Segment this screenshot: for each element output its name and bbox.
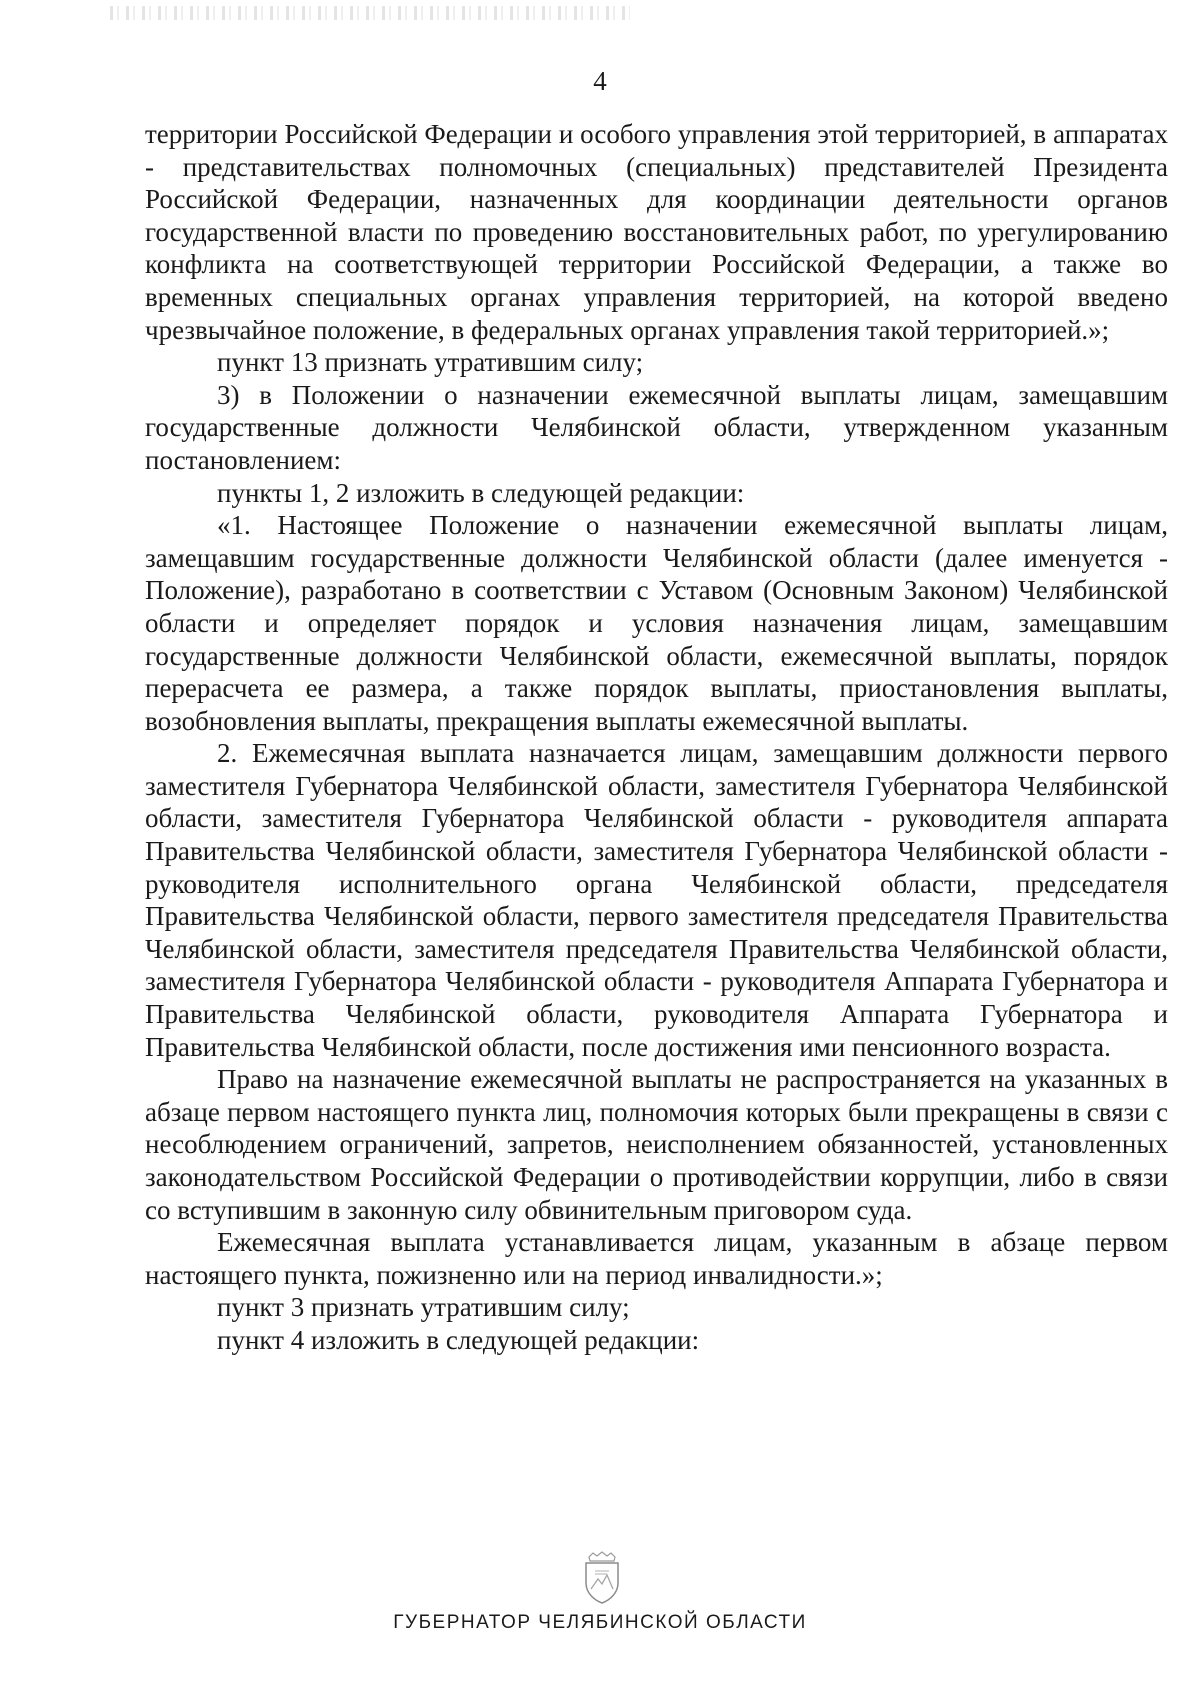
paragraph: «1. Настоящее Положение о назначении ежемесячной выплаты лицам, замещавшим государственные должности Челябинской области (далее именуется - Положение), разработано в соответствии с Уставом (Основным Законом) Челябинской области и определяет порядок и условия назначения лицам, замещавшим государственные должности Челябинской области, ежемесячной выплаты, порядок перерасчета ее размера, а также порядок выплаты, приостановления выплаты, возобновления выплаты, прекращения выплаты ежемесячной выплаты. bbox=[145, 510, 1168, 736]
paragraph: пункт 3 признать утратившим силу; bbox=[217, 1292, 630, 1323]
document-body bbox=[145, 118, 1168, 1357]
page-number: 4 bbox=[593, 66, 607, 96]
paragraph: 2. Ежемесячная выплата назначается лицам, замещавшим должности первого заместителя Губернатора Челябинской области, заместителя Губернатора Челябинской области, заместителя Губернатора Челябинской области - руководителя аппарата Правительства Челябинской области, заместителя Губернатора Челябинской области - руководителя исполнительного органа Челябинской области, председателя Правительства Челябинской области, первого заместителя председателя Правительства Челябинской области, заместителя председателя Правительства Челябинской области, заместителя Губернатора Челябинской области - руководителя Аппарата Губернатора и Правительства Челябинской области, руководителя Аппарата Губернатора и Правительства Челябинской области, после достижения ими пенсионного возраста. bbox=[145, 738, 1168, 1062]
paragraph: пункты 1, 2 изложить в следующей редакции: bbox=[217, 477, 745, 508]
scan-artifact bbox=[110, 6, 630, 20]
paragraph: пункт 13 признать утратившим силу; bbox=[217, 347, 644, 378]
paragraph: Право на назначение ежемесячной выплаты не распространяется на указанных в абзаце первом настоящего пункта лиц, полномочия которых были прекращены в связи с несоблюдением ограничений, запретов, неисполнением обязанностей, установленных законодательством Российской Федерации о противодействии коррупции, либо в связи со вступившим в законную силу обвинительным приговором суда. bbox=[145, 1064, 1168, 1225]
footer-signature-block: ГУБЕРНАТОР ЧЕЛЯБИНСКОЙ ОБЛАСТИ bbox=[393, 1612, 807, 1633]
paragraph: пункт 4 изложить в следующей редакции: bbox=[217, 1324, 700, 1355]
paragraph: 3) в Положении о назначении ежемесячной выплаты лицам, замещавшим государственные должности Челябинской области, утвержденном указанным постановлением: bbox=[145, 379, 1168, 475]
paragraph: территории Российской Федерации и особого управления этой территорией, в аппаратах - представительствах полномочных (специальных) представителей Президента Российской Федерации, назначенных для координации деятельности органов государственной власти по проведению восстановительных работ, по урегулированию конфликта на соответствующей территории Российской Федерации, а также во временных специальных органах управления территорией, на которой введено чрезвычайное положение, в федеральных органах управления такой территорией.»; bbox=[145, 119, 1168, 345]
paragraph: Ежемесячная выплата устанавливается лицам, указанным в абзаце первом настоящего пункта, пожизненно или на период инвалидности.»; bbox=[145, 1227, 1168, 1290]
chelyabinsk-coat-of-arms-icon bbox=[581, 1551, 623, 1605]
